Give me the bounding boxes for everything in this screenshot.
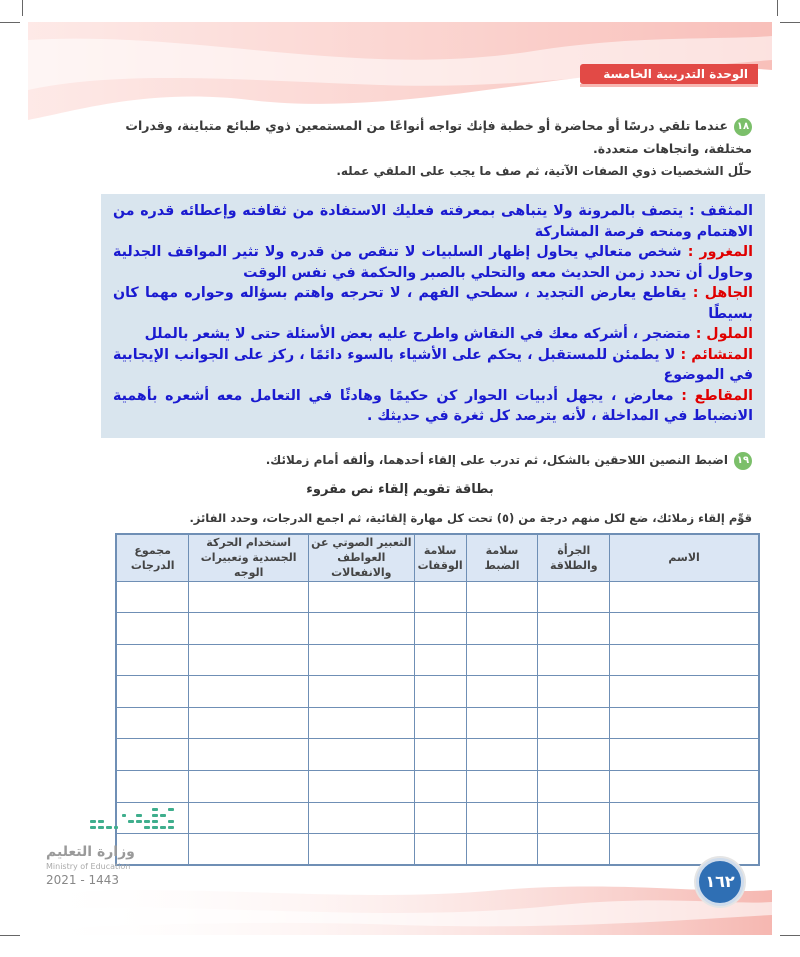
- table-cell[interactable]: [308, 644, 414, 676]
- table-cell[interactable]: [189, 771, 309, 803]
- table-cell[interactable]: [189, 707, 309, 739]
- answer-term: المغرور :: [687, 244, 753, 260]
- table-cell[interactable]: [189, 644, 309, 676]
- table-header-cell: الجرأة والطلاقة: [538, 534, 610, 581]
- table-cell[interactable]: [308, 676, 414, 708]
- answer-item: [113, 386, 753, 427]
- table-cell[interactable]: [414, 834, 466, 866]
- question-18: [52, 115, 752, 136]
- table-row: [116, 707, 759, 739]
- question-19: [52, 450, 752, 471]
- card-title: بطاقة تقويم إلقاء نص مقروء: [306, 482, 494, 497]
- table-header-cell: مجموع الدرجات: [116, 534, 189, 581]
- table-cell[interactable]: [414, 771, 466, 803]
- table-cell[interactable]: [538, 802, 610, 834]
- answer-text: يتصف بالمرونة ولا يتباهى بمعرفته فعليك الاستفادة من ثقافته وإعطائه قدره من الاهتمام ومنحه فرصة المشاركة: [113, 203, 753, 240]
- table-cell[interactable]: [308, 581, 414, 613]
- evaluation-table: [115, 533, 760, 866]
- table-cell[interactable]: [414, 644, 466, 676]
- table-cell[interactable]: [466, 613, 538, 645]
- table-cell[interactable]: [308, 707, 414, 739]
- table-header-cell: الاسم: [610, 534, 759, 581]
- table-row: [116, 802, 759, 834]
- table-cell[interactable]: [538, 707, 610, 739]
- question-18-instruction: [52, 161, 752, 182]
- table-row: [116, 613, 759, 645]
- card-instruction: [42, 508, 752, 529]
- answer-text: يقاطع يعارض التجديد ، سطحي الفهم ، لا تحرجه واهتم بسؤاله وحواره مهما كان بسيطًا: [113, 285, 753, 322]
- instruction-text: حلّل الشخصيات ذوي الصفات الآتية، ثم صف ما يجب على الملقي عمله.: [336, 164, 752, 178]
- table-cell[interactable]: [538, 613, 610, 645]
- table-row: [116, 676, 759, 708]
- table-header-cell: استخدام الحركة الجسدية وتعبيرات الوجه: [189, 534, 309, 581]
- table-cell[interactable]: [466, 644, 538, 676]
- crop-mark: [0, 935, 20, 936]
- answer-item: [113, 345, 753, 386]
- table-cell[interactable]: [414, 676, 466, 708]
- edition-year: 2021 - 1443: [46, 873, 120, 887]
- ministry-logo-icon: [88, 806, 180, 836]
- answer-text: لا يطمئن للمستقبل ، يحكم على الأشياء بالسوء دائمًا ، ركز على الجوانب الإيجابية في الموضوع: [113, 346, 753, 383]
- table-row: [116, 771, 759, 803]
- table-header-cell: سلامة الوقفات: [414, 534, 466, 581]
- unit-title-stripe: [580, 84, 758, 87]
- answer-item: [113, 324, 753, 345]
- table-cell[interactable]: [538, 676, 610, 708]
- table-cell[interactable]: [466, 771, 538, 803]
- table-cell[interactable]: [308, 613, 414, 645]
- table-cell[interactable]: [610, 644, 759, 676]
- table-cell[interactable]: [414, 739, 466, 771]
- table-cell[interactable]: [189, 676, 309, 708]
- table-cell[interactable]: [610, 613, 759, 645]
- table-cell[interactable]: [189, 613, 309, 645]
- table-header-cell: التعبير الصوتي عن العواطف والانفعالات: [308, 534, 414, 581]
- table-cell[interactable]: [610, 676, 759, 708]
- table-cell[interactable]: [414, 581, 466, 613]
- table-cell[interactable]: [610, 802, 759, 834]
- question-18-line2: مختلفة، واتجاهات متعددة.: [592, 141, 752, 156]
- table-cell[interactable]: [308, 739, 414, 771]
- table-cell[interactable]: [189, 581, 309, 613]
- question-18-cont: [52, 138, 752, 159]
- question-18-line1: عندما تلقي درسًا أو محاضرة أو خطبة فإنك تواجه أنواعًا من المستمعين ذوي طبائع متباينة، وقدرات: [125, 118, 728, 133]
- question-number-badge: ١٩: [734, 452, 752, 470]
- page-number: ١٦٢: [696, 858, 744, 906]
- table-cell[interactable]: [116, 613, 189, 645]
- answer-term: الجاهل :: [692, 285, 753, 301]
- answer-term: المثقف :: [688, 203, 753, 219]
- table-cell[interactable]: [189, 802, 309, 834]
- table-header-row: [116, 534, 759, 581]
- answer-item: [113, 242, 753, 283]
- table-cell[interactable]: [116, 739, 189, 771]
- table-cell[interactable]: [466, 739, 538, 771]
- answer-box: [101, 194, 765, 438]
- table-cell[interactable]: [308, 771, 414, 803]
- table-cell[interactable]: [116, 676, 189, 708]
- table-cell[interactable]: [466, 834, 538, 866]
- answer-item: [113, 201, 753, 242]
- table-cell[interactable]: [538, 834, 610, 866]
- table-cell[interactable]: [466, 676, 538, 708]
- table-cell[interactable]: [116, 771, 189, 803]
- table-cell[interactable]: [466, 707, 538, 739]
- answer-text: معارض ، يجهل أدبيات الحوار كن حكيمًا وهادئًا في التعامل معه أشعره بأهمية الانضباط في المداخلة ، لأنه يترصد كل ثغرة في حديثك .: [113, 387, 753, 424]
- table-cell[interactable]: [466, 581, 538, 613]
- table-cell[interactable]: [116, 581, 189, 613]
- answer-text: متضجر ، أشركه معك في النقاش واطرح عليه بعض الأسئلة حتى لا يشعر بالملل: [144, 326, 691, 342]
- answer-item: [113, 283, 753, 324]
- table-cell[interactable]: [116, 707, 189, 739]
- table-row: [116, 834, 759, 866]
- ministry-name-en: Ministry of Education: [46, 862, 131, 871]
- table-header-cell: سلامة الضبط: [466, 534, 538, 581]
- table-cell[interactable]: [538, 581, 610, 613]
- crop-mark: [0, 22, 20, 23]
- crop-mark: [780, 22, 800, 23]
- question-19-text: اضبط النصين اللاحقين بالشكل، ثم تدرب على إلقاء أحدهما، وألقه أمام زملائك.: [265, 453, 728, 467]
- question-number-badge: ١٨: [734, 118, 752, 136]
- table-cell[interactable]: [538, 771, 610, 803]
- table-cell[interactable]: [466, 802, 538, 834]
- table-cell[interactable]: [414, 613, 466, 645]
- table-cell[interactable]: [308, 834, 414, 866]
- answer-term: الملول :: [695, 326, 753, 342]
- table-cell[interactable]: [610, 739, 759, 771]
- unit-title: الوحدة التدريبية الخامسة: [580, 64, 758, 84]
- table-cell[interactable]: [189, 834, 309, 866]
- table-cell[interactable]: [610, 707, 759, 739]
- table-cell[interactable]: [610, 581, 759, 613]
- table-cell[interactable]: [538, 644, 610, 676]
- table-cell[interactable]: [538, 739, 610, 771]
- crop-mark: [22, 0, 23, 16]
- table-cell[interactable]: [610, 834, 759, 866]
- table-row: [116, 581, 759, 613]
- table-cell[interactable]: [308, 802, 414, 834]
- table-cell[interactable]: [116, 644, 189, 676]
- ministry-name-ar: وزارة التعليم: [46, 844, 135, 860]
- table-cell[interactable]: [414, 707, 466, 739]
- answer-text: شخص متعالي يحاول إظهار السلبيات لا تنقص من قدره ولا تثير المواقف الجدلية وحاول أن تحدد زمن الحديث معه والتحلي بالصبر والحكمة في نفس الوقت: [113, 244, 753, 281]
- crop-mark: [777, 0, 778, 16]
- card-instruction-text: قوِّم إلقاء زملائك، ضع لكل منهم درجة من (٥) تحت كل مهارة إلقائية، ثم اجمع الدرجات، وحدد الفائز.: [189, 511, 752, 525]
- crop-mark: [780, 935, 800, 936]
- table-cell[interactable]: [610, 771, 759, 803]
- table-cell[interactable]: [189, 739, 309, 771]
- table-row: [116, 739, 759, 771]
- answer-term: المتشائم :: [680, 346, 753, 363]
- table-cell[interactable]: [414, 802, 466, 834]
- answer-term: المقاطع :: [681, 387, 753, 404]
- table-row: [116, 644, 759, 676]
- ministry-block: [46, 844, 156, 887]
